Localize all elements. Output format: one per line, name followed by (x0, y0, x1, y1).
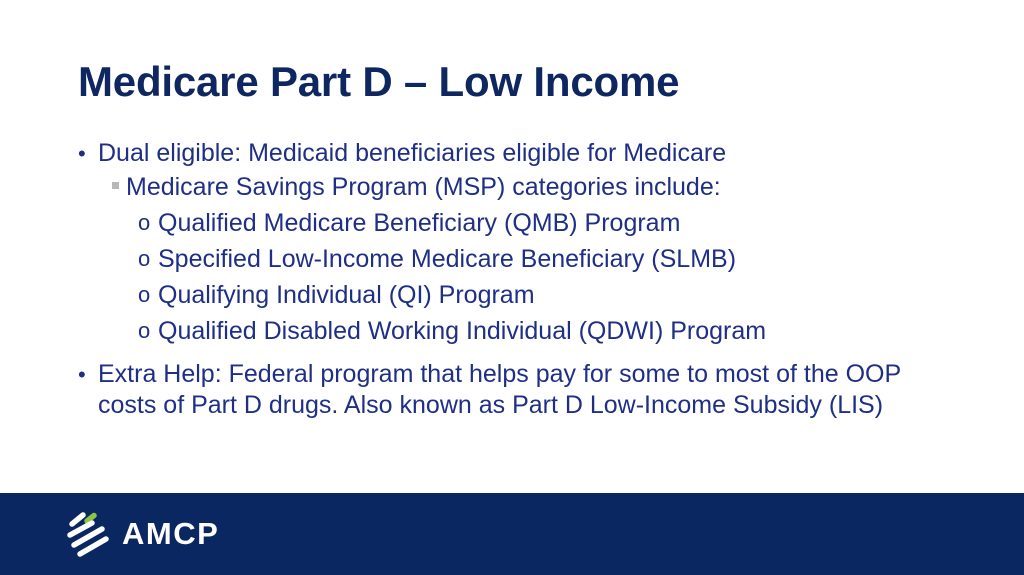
bullet-text: Extra Help: Federal program that helps pay for some to most of the OOP costs of Part D drugs. Also known as Part D Low-Income Subsidy (LIS) (98, 360, 901, 419)
sub-bullet-msp (78, 169, 958, 205)
bullet-dot: • (78, 362, 86, 387)
circle-bullet: o (138, 282, 151, 307)
list-item-slmb (78, 241, 958, 277)
bullet-dot: • (78, 141, 86, 166)
list-item-qdwi (78, 313, 958, 349)
list-item-text: Qualified Medicare Beneficiary (QMB) Program (158, 209, 681, 237)
list-item-text: Qualifying Individual (QI) Program (158, 281, 535, 309)
circle-bullet: o (138, 318, 151, 343)
bullet-dual-eligible (78, 138, 958, 169)
list-item-qmb (78, 205, 958, 241)
list-item-text: Qualified Disabled Working Individual (QDWI) Program (158, 317, 767, 345)
slide-content (78, 138, 958, 421)
list-item-qi (78, 277, 958, 313)
slide-title: Medicare Part D – Low Income (78, 58, 680, 105)
amcp-logo (66, 511, 219, 557)
amcp-logo-icon (66, 511, 112, 557)
bullet-extra-help (78, 359, 958, 421)
square-bullet-icon (112, 182, 119, 189)
circle-bullet: o (138, 210, 151, 235)
bullet-text: Dual eligible: Medicaid beneficiaries eligible for Medicare (98, 139, 727, 167)
logo-text: AMCP (122, 516, 220, 551)
circle-bullet: o (138, 246, 151, 271)
sub-bullet-text: Medicare Savings Program (MSP) categories include: (126, 173, 721, 201)
list-item-text: Specified Low-Income Medicare Beneficiary (SLMB) (158, 245, 737, 273)
footer-bar (0, 493, 1024, 575)
